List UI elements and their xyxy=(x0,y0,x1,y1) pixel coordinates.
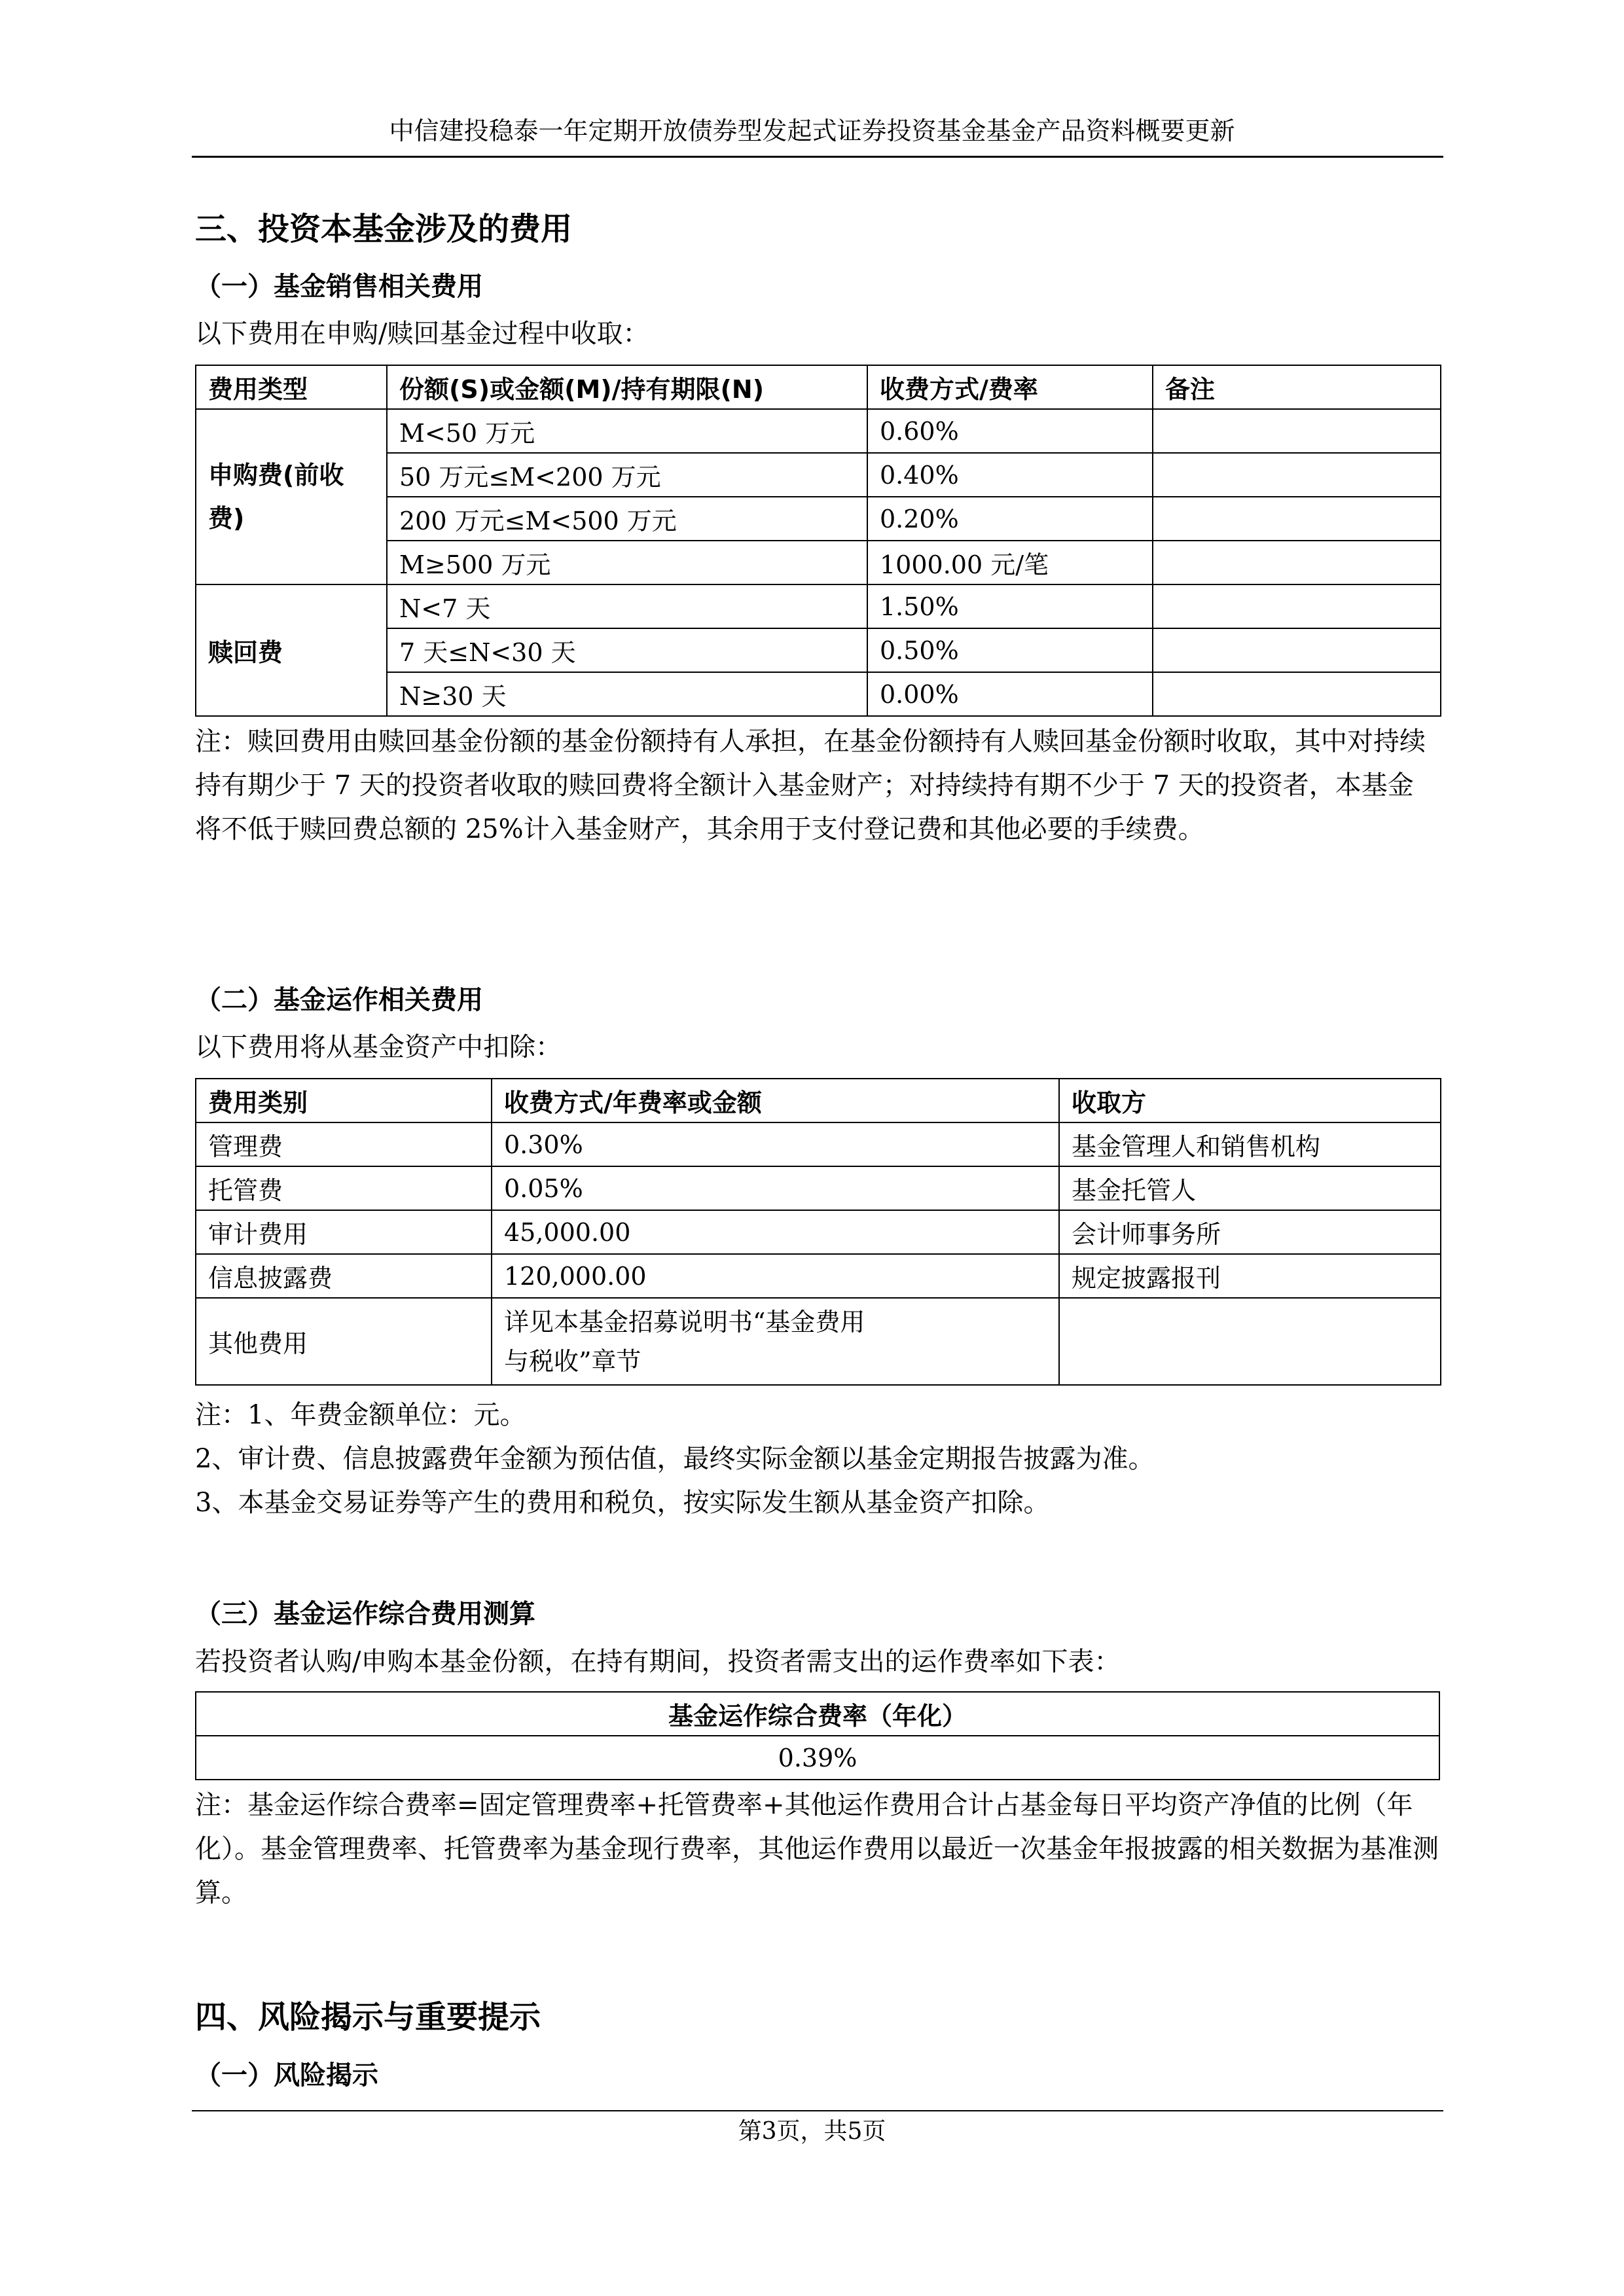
operation-note-3: 3、本基金交易证券等产生的费用和税负，按实际发生额从基金资产扣除。 xyxy=(195,1488,1050,1518)
table-row xyxy=(196,1122,1441,1166)
table-cell xyxy=(1153,672,1441,716)
section-3-title: 三、投资本基金涉及的费用 xyxy=(195,211,573,247)
page-number: 第3页，共5页 xyxy=(738,2118,886,2145)
operation-note-1: 注：1、年费金额单位：元。 xyxy=(195,1400,526,1430)
comprehensive-fees-note: 注：基金运作综合费率=固定管理费率+托管费率+其他运作费用合计占基金每日平均资产净值的比例（年化）。基金管理费率、托管费率为基金现行费率，其他运作费用以最近一次基金年报披露的相关数据为基准测算。 xyxy=(195,1790,1439,1908)
table-cell: 信息披露费 xyxy=(196,1254,492,1298)
table-cell: 7 天≤N<30 天 xyxy=(387,628,867,672)
operation-fee-table xyxy=(195,1078,1441,1386)
subscription-fee-label: 申购费(前收费) xyxy=(196,409,387,584)
table-cell: 0.60% xyxy=(867,409,1153,453)
column-header: 费用类别 xyxy=(196,1079,492,1122)
table-row xyxy=(196,1298,1441,1385)
table-cell: 详见本基金招募说明书“基金费用与税收”章节 xyxy=(492,1298,1059,1385)
table-cell xyxy=(1153,541,1441,584)
table-cell: 0.05% xyxy=(492,1166,1059,1210)
operation-fees-intro: 以下费用将从基金资产中扣除： xyxy=(195,1032,562,1062)
table-cell: 托管费 xyxy=(196,1166,492,1210)
column-header: 备注 xyxy=(1153,365,1441,409)
table-cell: N<7 天 xyxy=(387,584,867,628)
sales-fee-table xyxy=(195,365,1441,717)
table-cell xyxy=(1153,409,1441,453)
table-cell: 审计费用 xyxy=(196,1210,492,1254)
table-row xyxy=(196,1166,1441,1210)
table-cell: 其他费用 xyxy=(196,1298,492,1385)
comprehensive-fees-title: （三）基金运作综合费用测算 xyxy=(195,1599,535,1629)
table-cell: 0.20% xyxy=(867,497,1153,541)
footer-rule xyxy=(192,2110,1443,2111)
table-cell: 基金管理人和销售机构 xyxy=(1059,1122,1441,1166)
table-header-row xyxy=(196,365,1441,409)
table-cell: M≥500 万元 xyxy=(387,541,867,584)
table-row xyxy=(196,584,1441,628)
table-row xyxy=(196,1210,1441,1254)
risk-disclosure-title: （一）风险揭示 xyxy=(195,2060,378,2090)
operation-note-2: 2、审计费、信息披露费年金额为预估值，最终实际金额以基金定期报告披露为准。 xyxy=(195,1444,1155,1474)
table-cell: N≥30 天 xyxy=(387,672,867,716)
column-header: 收费方式/费率 xyxy=(867,365,1153,409)
table-cell xyxy=(1153,584,1441,628)
table-cell: 会计师事务所 xyxy=(1059,1210,1441,1254)
table-header-row xyxy=(196,1692,1439,1736)
table-cell: 0.50% xyxy=(867,628,1153,672)
section-4-title: 四、风险揭示与重要提示 xyxy=(195,1999,541,2036)
table-cell: 0.30% xyxy=(492,1122,1059,1166)
table-cell xyxy=(1153,497,1441,541)
header-rule xyxy=(192,156,1443,158)
table-cell: 45,000.00 xyxy=(492,1210,1059,1254)
table-row xyxy=(196,409,1441,453)
table-cell: 0.40% xyxy=(867,453,1153,497)
column-header: 收费方式/年费率或金额 xyxy=(492,1079,1059,1122)
sales-fees-title: （一）基金销售相关费用 xyxy=(195,272,483,302)
table-cell xyxy=(1153,453,1441,497)
sales-fees-intro: 以下费用在申购/赎回基金过程中收取： xyxy=(195,319,649,349)
table-cell: 120,000.00 xyxy=(492,1254,1059,1298)
table-cell: 1.50% xyxy=(867,584,1153,628)
table-cell: 1000.00 元/笔 xyxy=(867,541,1153,584)
table-cell xyxy=(1059,1298,1441,1385)
table-cell: M<50 万元 xyxy=(387,409,867,453)
column-header: 收取方 xyxy=(1059,1079,1441,1122)
table-cell: 200 万元≤M<500 万元 xyxy=(387,497,867,541)
column-header: 费用类型 xyxy=(196,365,387,409)
table-cell: 基金托管人 xyxy=(1059,1166,1441,1210)
table-cell: 管理费 xyxy=(196,1122,492,1166)
column-header: 基金运作综合费率（年化） xyxy=(196,1692,1439,1736)
sales-fees-note: 注：赎回费用由赎回基金份额的基金份额持有人承担，在基金份额持有人赎回基金份额时收取，其中对持续持有期少于 7 天的投资者收取的赎回费将全额计入基金财产；对持续持有期不少于 7 天的投资者，本基金将不低于赎回费总额的 25%计入基金财产，其余用于支付登记费和其他必要的手续费。 xyxy=(195,726,1426,844)
table-header-row xyxy=(196,1079,1441,1122)
document-header-title: 中信建投稳泰一年定期开放债券型发起式证券投资基金基金产品资料概要更新 xyxy=(389,117,1235,145)
redemption-fee-label: 赎回费 xyxy=(196,584,387,716)
comprehensive-fees-intro: 若投资者认购/申购本基金份额，在持有期间，投资者需支出的运作费率如下表： xyxy=(195,1647,1121,1677)
table-cell xyxy=(1153,628,1441,672)
table-row xyxy=(196,1736,1439,1780)
table-cell: 50 万元≤M<200 万元 xyxy=(387,453,867,497)
table-cell: 0.39% xyxy=(196,1736,1439,1780)
table-cell: 0.00% xyxy=(867,672,1153,716)
table-row xyxy=(196,1254,1441,1298)
comprehensive-fee-table xyxy=(195,1691,1440,1780)
operation-fees-title: （二）基金运作相关费用 xyxy=(195,985,483,1015)
column-header: 份额(S)或金额(M)/持有期限(N) xyxy=(387,365,867,409)
table-cell: 规定披露报刊 xyxy=(1059,1254,1441,1298)
